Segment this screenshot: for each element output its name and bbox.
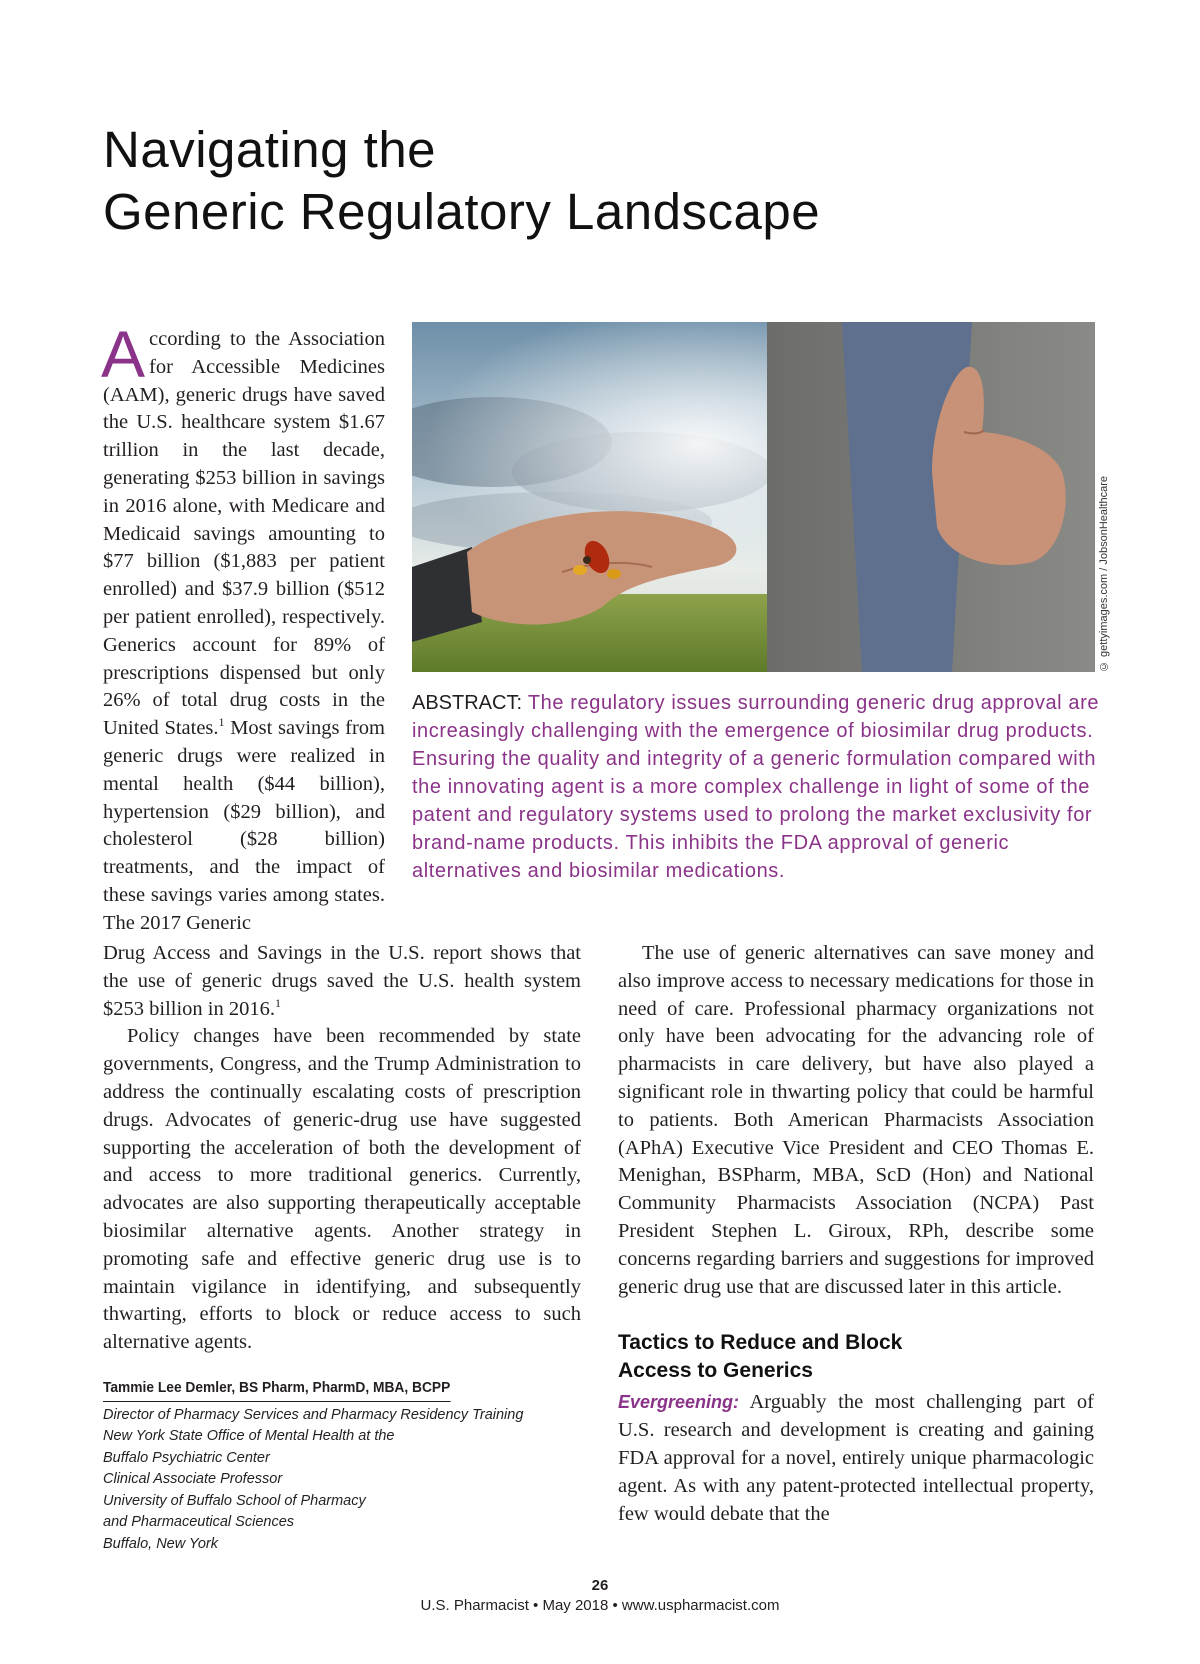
author-name: Tammie Lee Demler, BS Pharm, PharmD, MBA, BCPP — [103, 1378, 450, 1402]
lead-paragraph — [101, 317, 386, 938]
cover-photo — [412, 322, 1095, 672]
hand-offering-pills-image — [412, 322, 1095, 672]
footnote-ref: 1 — [274, 995, 281, 1010]
author-affiliation-line: New York State Office of Mental Health at the — [103, 1428, 395, 1444]
abstract-label: ABSTRACT: — [412, 692, 523, 714]
author-affiliation-line: Buffalo Psychiatric Center — [103, 1449, 270, 1466]
abstract-text: The regulatory issues surrounding generic drug approval are increasingly challenging with the emergence of biosimilar drug products. Ensuring the quality and integrity of a generic formulation compared with the innovating agent is a more complex challenge in light of some of the patent and regulatory systems used to prolong the market exclusivity for brand-name products. This inhibits the FDA approval of generic alternatives and biosimilar medications. — [412, 692, 1100, 882]
author-affiliation-line: Clinical Associate Professor — [103, 1471, 283, 1487]
abstract — [412, 689, 1102, 885]
right-column — [618, 940, 1094, 1528]
policy-paragraph: Policy changes have been recommended by state governments, Congress, and the Trump Administration to address the continually escalating costs of prescription drugs. Advocates of generic-drug use have suggested supporting the acceleration of both the development of and access to more traditional generics. Currently, advocates are also supporting therapeutically acceptable biosimilar alternative agents. Another strategy in promoting safe and effective generic drug use is to maintain vigilance in identifying, and subsequently thwarting, efforts to block or reduce access to such alternative agents. — [103, 1025, 581, 1354]
photo-credit: © gettyimages.com / JobsonHealthcare — [1098, 475, 1110, 672]
author-info — [103, 1378, 583, 1555]
continued-text: Drug Access and Savings in the U.S. report shows that the use of generic drugs saved the U.S. health system $253 billion in 2016. — [103, 942, 581, 1020]
section-heading — [618, 1329, 1094, 1385]
generics-paragraph: The use of generic alternatives can save money and also improve access to necessary medications for those in need of care. Professional pharmacy organizations not only have been advocating for the advancing role of pharmacists in care delivery, but have also played a significant role in thwarting policy that could be harmful to patients. Both American Pharmacists Association (APhA) Executive Vice President and CEO Thomas E. Menighan, BSPharm, MBA, ScD (Hon) and National Community Pharmacists Association (NCPA) Past President Stephen L. Giroux, RPh, describe some concerns regarding barriers and suggestions for improved generic drug use that are discussed later in this article. — [618, 942, 1094, 1298]
title-line-1: Navigating the — [103, 121, 437, 179]
title-line-2: Generic Regulatory Landscape — [103, 183, 821, 241]
page-number: 26 — [591, 1577, 609, 1594]
evergreening-text: Arguably the most challenging part of U.S. research and development is creating and gaining FDA approval for a novel, entirely unique pharmacologic agent. As with any patent-protected intellectual property, few would debate that the — [618, 1391, 1094, 1525]
section-heading-line-2: Access to Generics — [618, 1359, 813, 1383]
continued-paragraph — [103, 940, 581, 1023]
author-affiliation-line: University of Buffalo School of Pharmacy — [103, 1492, 366, 1509]
section-heading-line-1: Tactics to Reduce and Block — [618, 1331, 903, 1355]
lead-text: ccording to the Association for Accessible Medicines (AAM), generic drugs have saved the U.S. healthcare system $1.67 trillion in the last decade, generating $253 billion in savings in 2016 alone, with Medicare and Medicaid savings amounting to $77 billion ($1,883 per patient enrolled) and $37.9 billion ($512 per patient enrolled), respectively. Generics account for 89% of prescriptions dispensed but only 26% of total drug costs in the United States. — [103, 328, 385, 740]
article-title — [103, 119, 1003, 243]
author-affiliation-line: Buffalo, New York — [103, 1535, 218, 1552]
footnote-ref: 1 — [218, 715, 225, 730]
publication-info: U.S. Pharmacist • May 2018 • www.uspharmacist.com — [420, 1597, 780, 1614]
page-footer — [0, 1576, 1200, 1616]
left-column — [103, 940, 581, 1357]
runin-label: Evergreening: — [618, 1392, 740, 1413]
lead-text-2: Most savings from generic drugs were realized in mental health ($44 billion), hypertension ($29 billion), and cholesterol ($28 billion) treatments, and the impact of these savings varies among states. The 2017 Generic — [103, 717, 386, 934]
evergreening-paragraph — [618, 1389, 1094, 1528]
drop-cap: A — [101, 317, 146, 391]
author-affiliation-line: and Pharmaceutical Sciences — [103, 1514, 295, 1530]
author-affiliation-line: Director of Pharmacy Services and Pharmacy Residency Training — [103, 1406, 524, 1423]
